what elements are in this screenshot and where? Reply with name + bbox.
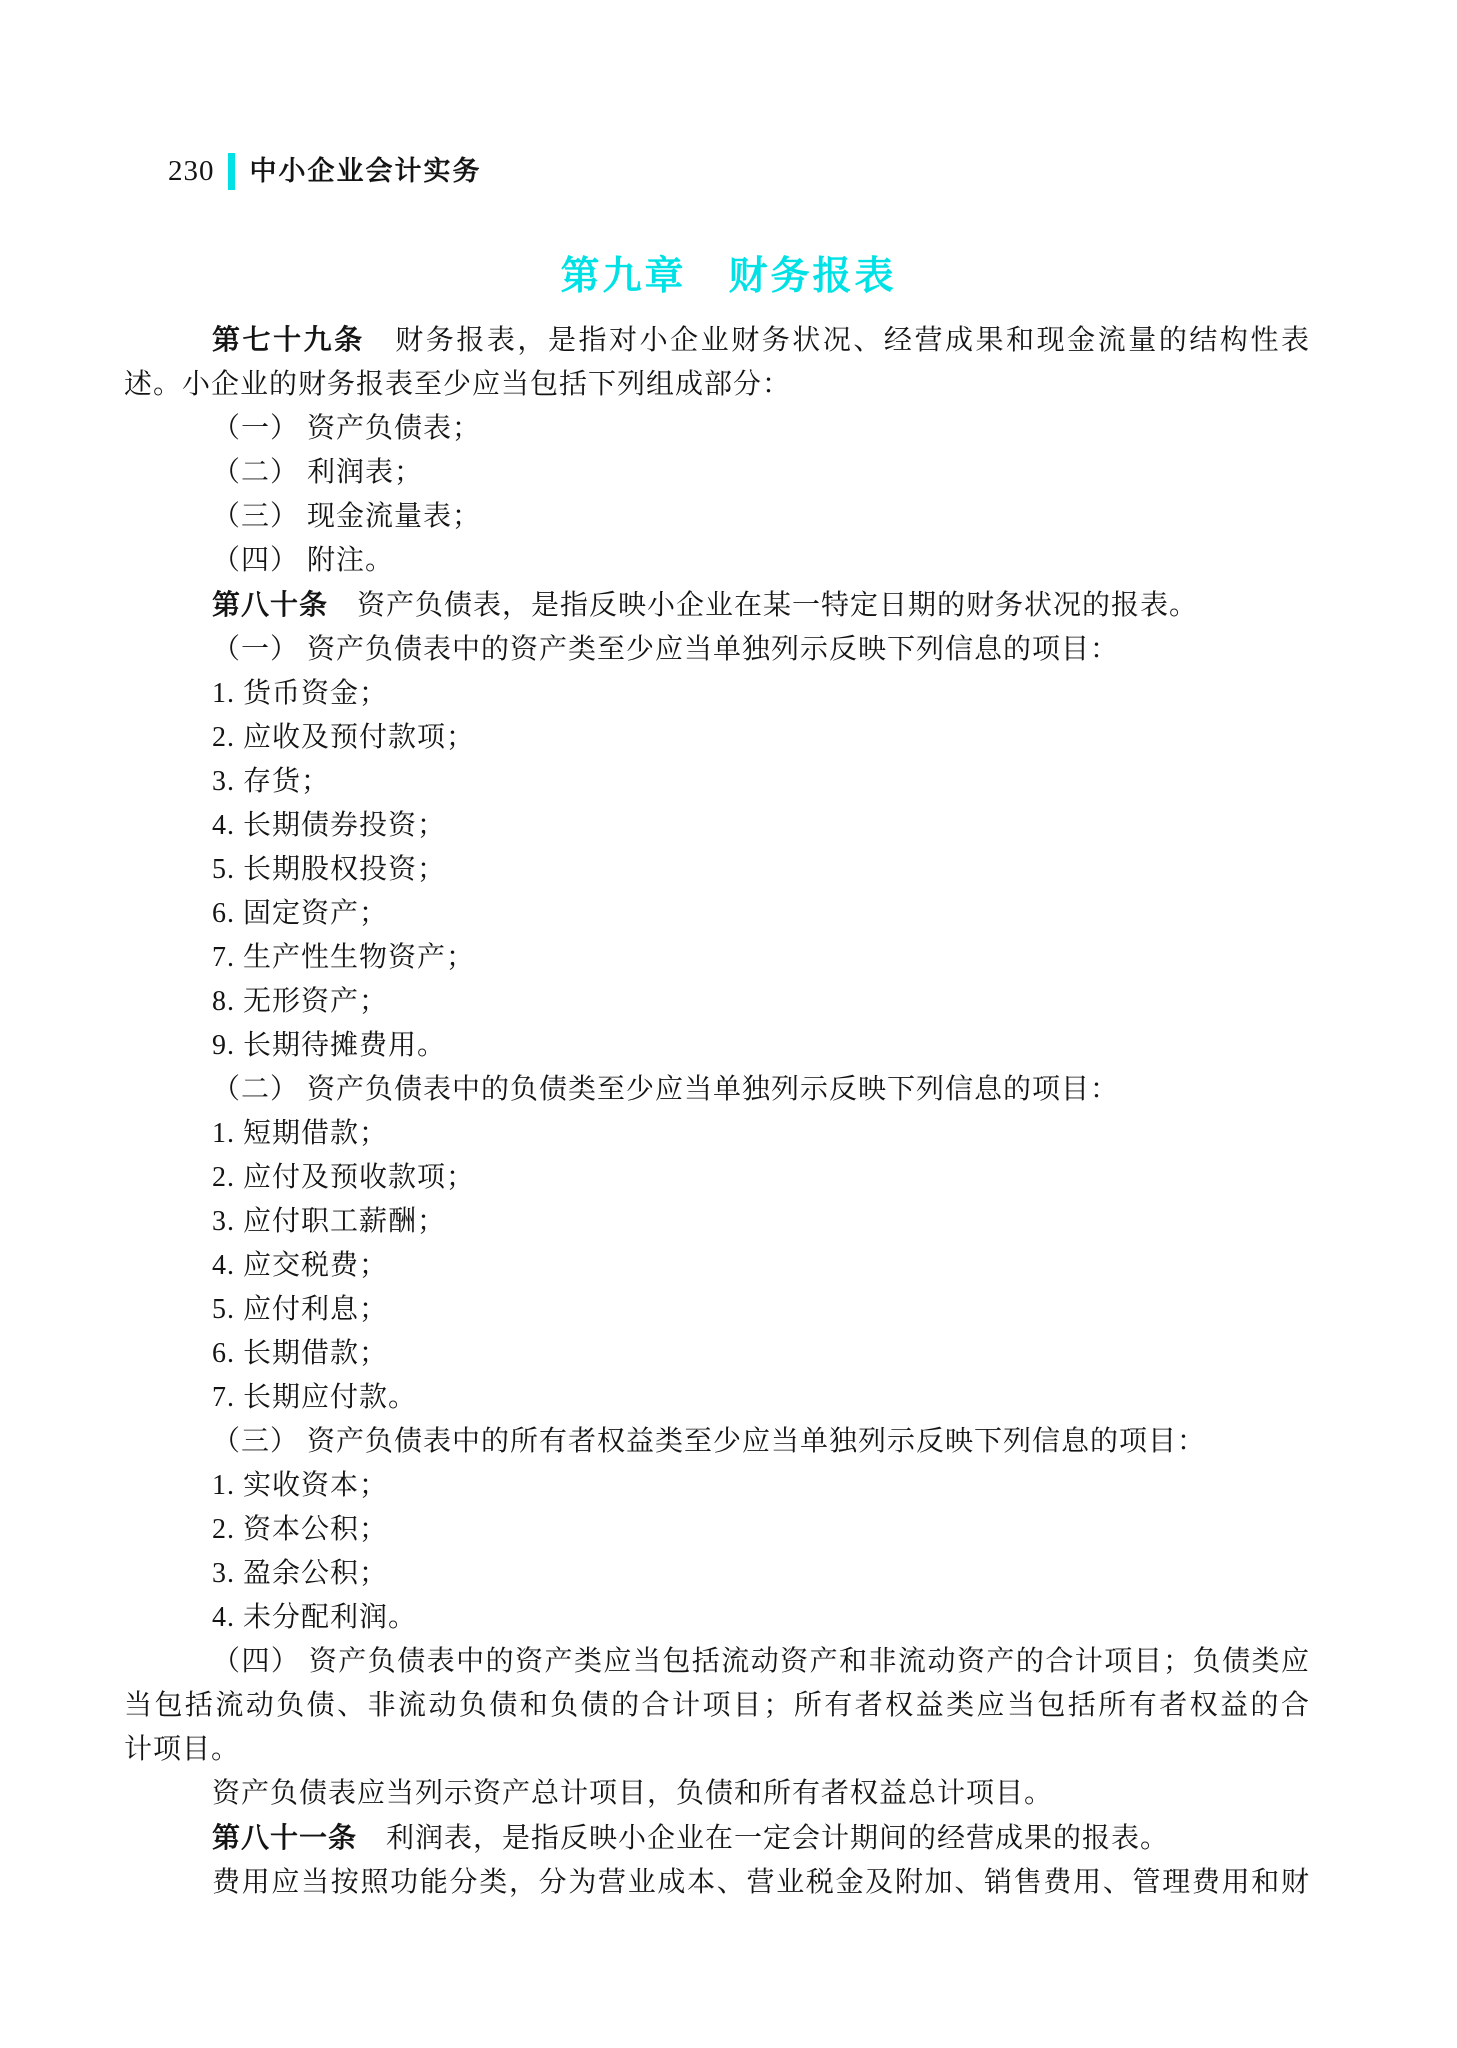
text-line: （二） 资产负债表中的负债类至少应当单独列示反映下列信息的项目： <box>212 1074 1120 1105</box>
header-divider-bar <box>228 153 235 190</box>
text-line: 第八十一条 利润表，是指反映小企业在一定会计期间的经营成果的报表。 <box>212 1822 1170 1854</box>
text-line: 6. 长期借款； <box>212 1338 389 1369</box>
text-line: 9. 长期待摊费用。 <box>212 1030 447 1061</box>
text-line: 资产负债表应当列示资产总计项目，负债和所有者权益总计项目。 <box>212 1778 1054 1809</box>
text-line: （一） 资产负债表中的资产类至少应当单独列示反映下列信息的项目： <box>212 634 1120 665</box>
text-line: 第八十条 资产负债表，是指反映小企业在某一特定日期的财务状况的报表。 <box>212 589 1199 621</box>
article-number: 第八十条 <box>212 589 329 620</box>
text-line: 当包括流动负债、非流动负债和负债的合计项目；所有者权益类应当包括所有者权益的合 <box>124 1690 1310 1721</box>
text-line: 2. 应付及预收款项； <box>212 1162 476 1193</box>
body-text <box>124 318 1310 1905</box>
text-line: 8. 无形资产； <box>212 986 389 1017</box>
article-number: 第八十一条 <box>212 1822 358 1853</box>
text-line: 第七十九条 财务报表，是指对小企业财务状况、经营成果和现金流量的结构性表 <box>212 324 1310 356</box>
text-line: 1. 实收资本； <box>212 1470 389 1501</box>
text-line: 述。小企业的财务报表至少应当包括下列组成部分： <box>124 369 792 400</box>
text-line: 4. 未分配利润。 <box>212 1602 418 1633</box>
text-line: 费用应当按照功能分类，分为营业成本、营业税金及附加、销售费用、管理费用和财 <box>212 1867 1310 1898</box>
book-title: 中小企业会计实务 <box>249 155 482 186</box>
page-number: 230 <box>168 154 215 187</box>
text-line: 2. 资本公积； <box>212 1514 389 1545</box>
article-number: 第七十九条 <box>212 324 365 355</box>
text-line: 3. 盈余公积； <box>212 1558 389 1589</box>
text-line: 3. 存货； <box>212 766 331 797</box>
text-line: （三） 现金流量表； <box>212 501 482 532</box>
text-line: 4. 应交税费； <box>212 1250 389 1281</box>
text-line: 7. 生产性生物资产； <box>212 942 476 973</box>
running-header <box>168 150 482 192</box>
text-line: 3. 应付职工薪酬； <box>212 1206 447 1237</box>
text-line: 1. 短期借款； <box>212 1118 389 1149</box>
text-line: （三） 资产负债表中的所有者权益类至少应当单独列示反映下列信息的项目： <box>212 1426 1207 1457</box>
text-line: 2. 应收及预付款项； <box>212 722 476 753</box>
chapter-title: 第九章 财务报表 <box>560 255 897 298</box>
text-line: 1. 货币资金； <box>212 678 389 709</box>
text-line: （四） 资产负债表中的资产类应当包括流动资产和非流动资产的合计项目；负债类应 <box>212 1646 1310 1677</box>
text-line: （二） 利润表； <box>212 457 424 488</box>
text-line: 6. 固定资产； <box>212 898 389 929</box>
text-line: 7. 长期应付款。 <box>212 1382 418 1413</box>
text-line: 4. 长期债券投资； <box>212 810 447 841</box>
text-line: 计项目。 <box>124 1734 241 1765</box>
text-line: （一） 资产负债表； <box>212 413 482 444</box>
text-line: （四） 附注。 <box>212 545 395 576</box>
text-line: 5. 应付利息； <box>212 1294 389 1325</box>
text-line: 5. 长期股权投资； <box>212 854 447 885</box>
